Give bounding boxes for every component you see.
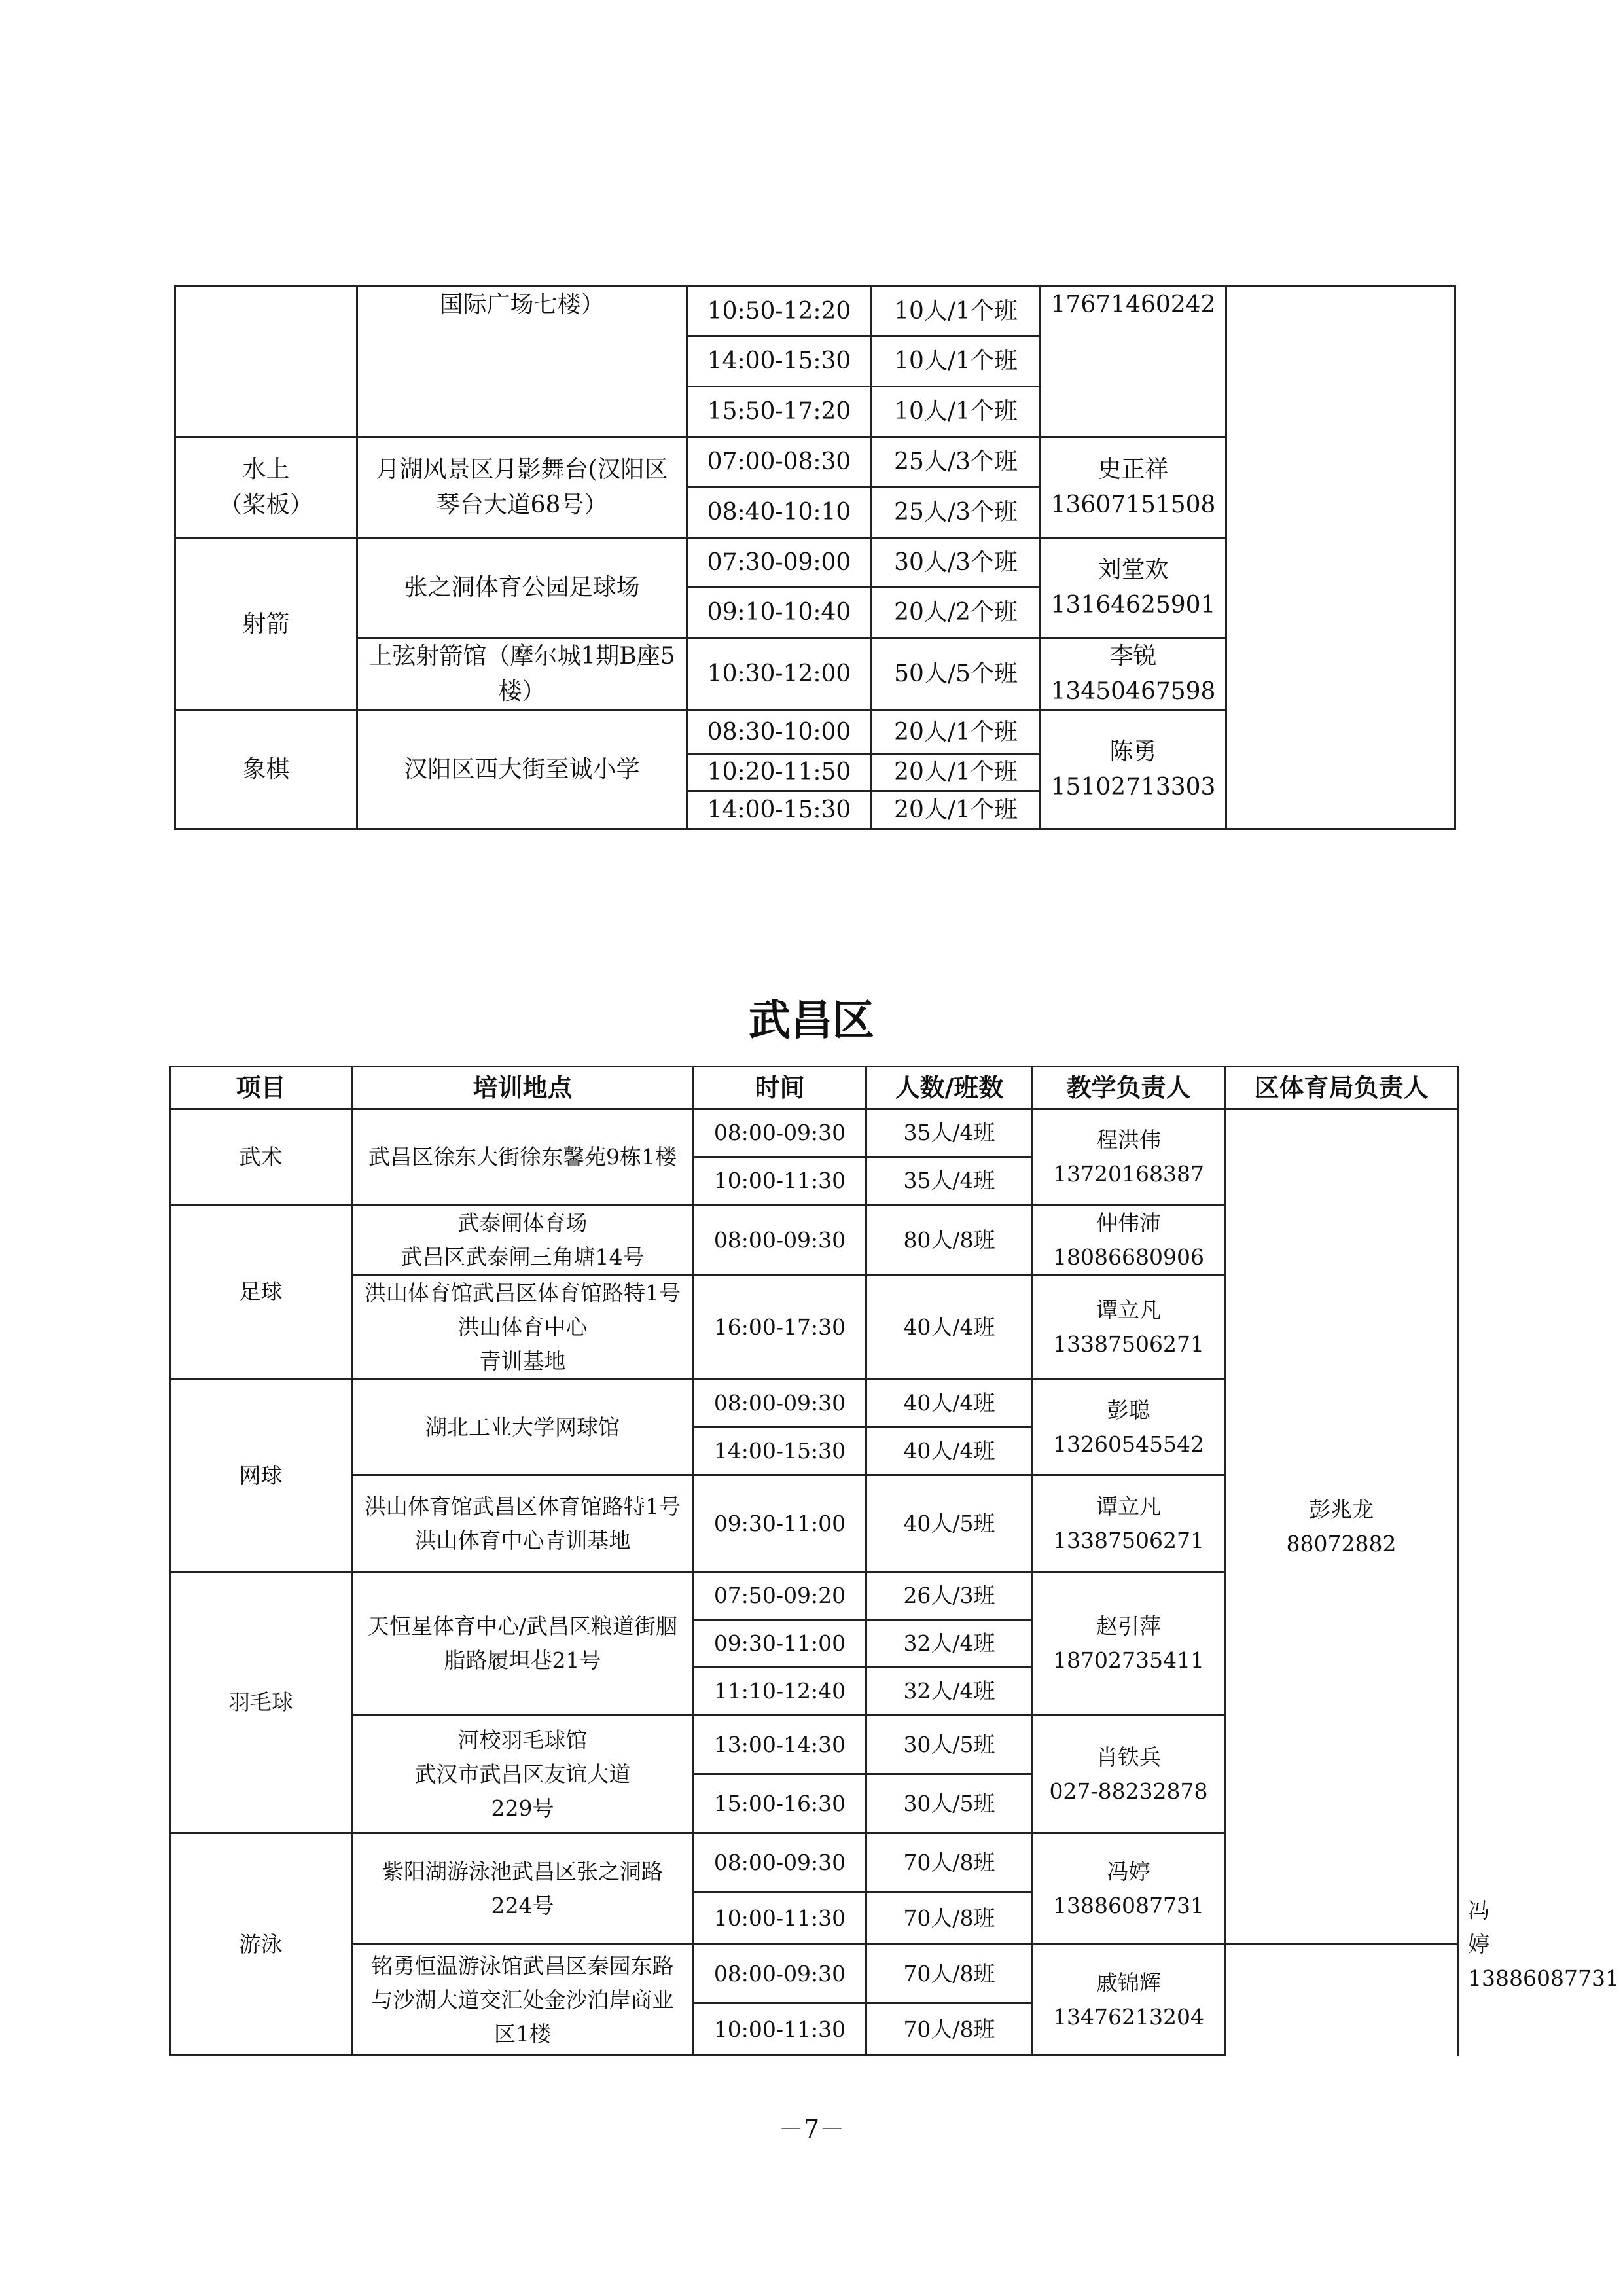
time-cell: 07:00-08:30 [687,437,872,488]
count-cell: 25人/3个班 [872,437,1041,488]
time-cell: 07:30-09:00 [687,538,872,588]
time-cell: 10:00-11:30 [694,2003,866,2056]
contact-cell: 李锐 13450467598 [1041,638,1226,711]
time-cell: 11:10-12:40 [694,1668,866,1715]
location-cell: 月湖风景区月影舞台(汉阳区琴台大道68号） [357,437,687,538]
count-cell: 32人/4班 [866,1668,1033,1715]
count-cell: 70人/8班 [866,1892,1033,1945]
count-cell: 40人/5班 [866,1475,1033,1572]
location-cell: 洪山体育馆武昌区体育馆路特1号洪山体育中心青训基地 [352,1475,694,1572]
time-cell: 14:00-15:30 [694,1427,866,1475]
count-cell: 20人/1个班 [872,711,1041,754]
count-cell: 35人/4班 [866,1157,1033,1205]
count-cell: 25人/3个班 [872,488,1041,538]
time-cell: 08:00-09:30 [694,1205,866,1276]
time-cell: 09:30-11:00 [694,1620,866,1668]
time-cell: 08:00-09:30 [694,1833,866,1892]
wuchang-table: 项目 培训地点 时间 人数/班数 教学负责人 区体育局负责人 武术 武昌区徐东大街徐东馨苑9栋1楼 08:00-09:30 35人/4班 程洪伟 13720168387 彭兆龙 88072882 10:00-11:30 35人/4班 足球 武泰闸体育场 武昌区武泰闸三角塘14号 08:00-09:30 80人/8班 仲伟沛 18086680906 洪山体育馆武昌区体育馆路特1号洪山体育中心 青训基地 16:00-17:30 40人/4班 谭立凡 13387506271 网球 湖北工业大学网球馆 08:00-09:30 40人/4班 彭聪 13260545542 14:00-15:30 40人/4班 洪山体育馆武昌区体育馆路特1号洪山体育中心青训基地 09:30-11:00 40人/5班 谭立凡 13387506271 羽毛球 天恒星体育中心/武昌区粮道街胭脂路履坦巷21号 07:50-09:20 26人/3班 赵引萍 18702735411 09:30-11:00 32人/4班 11:10-12:40 32人/4班 河校羽毛球馆 武汉市武昌区友谊大道 229号 13:00-14:30 30人/5班 肖铁兵 027-88232878 15:00-16:30 30人/5班 游泳 紫阳湖游泳池武昌区张之洞路224号 08:00-09:30 70人/8班 冯婷 13886087731 冯婷 13886087731 10:00-11:30 70人/8班 铭勇恒温游泳馆武昌区秦园东路与沙湖大道交汇处金沙泊岸商业区1楼 08:00-09:30 70人/8班 戚锦辉 13476213204 10:00-11:30 70人/8班 [169,1066,1459,2056]
bureau-contact-cell-empty [1226,287,1455,829]
time-cell: 09:30-11:00 [694,1475,866,1572]
time-cell: 08:00-09:30 [694,1109,866,1157]
header-location: 培训地点 [352,1067,694,1109]
contact-cell: 程洪伟 13720168387 [1033,1109,1225,1205]
contact-cell: 谭立凡 13387506271 [1033,1276,1225,1380]
location-cell: 紫阳湖游泳池武昌区张之洞路224号 [352,1833,694,1945]
location-cell: 洪山体育馆武昌区体育馆路特1号洪山体育中心 青训基地 [352,1276,694,1380]
time-cell: 10:20-11:50 [687,754,872,791]
project-cell-empty [175,287,357,437]
time-cell: 07:50-09:20 [694,1572,866,1620]
time-cell: 08:00-09:30 [694,1945,866,2003]
count-cell: 70人/8班 [866,1945,1033,2003]
location-cell: 武昌区徐东大街徐东馨苑9栋1楼 [352,1109,694,1205]
count-cell: 50人/5个班 [872,638,1041,711]
time-cell: 10:30-12:00 [687,638,872,711]
section-title-wuchang: 武昌区 [749,997,874,1045]
project-cell: 网球 [170,1380,352,1572]
count-cell: 32人/4班 [866,1620,1033,1668]
count-cell: 10人/1个班 [872,287,1041,336]
contact-cell: 戚锦辉 13476213204 [1033,1945,1225,2056]
location-cell: 湖北工业大学网球馆 [352,1380,694,1475]
count-cell: 35人/4班 [866,1109,1033,1157]
header-project: 项目 [170,1067,352,1109]
location-cell: 河校羽毛球馆 武汉市武昌区友谊大道 229号 [352,1715,694,1833]
header-time: 时间 [694,1067,866,1109]
location-cell: 上弦射箭馆（摩尔城1期B座5楼） [357,638,687,711]
time-cell: 16:00-17:30 [694,1276,866,1380]
project-cell: 武术 [170,1109,352,1205]
contact-cell: 冯婷 13886087731 [1033,1833,1225,1945]
count-cell: 40人/4班 [866,1427,1033,1475]
time-cell: 15:00-16:30 [694,1774,866,1833]
count-cell: 30人/3个班 [872,538,1041,588]
contact-cell: 史正祥 13607151508 [1041,437,1226,538]
hanyang-table-continued [174,285,1456,830]
contact-cell: 彭聪 13260545542 [1033,1380,1225,1475]
count-cell: 40人/4班 [866,1276,1033,1380]
time-cell: 10:00-11:30 [694,1157,866,1205]
contact-cell: 陈勇 15102713303 [1041,711,1226,829]
time-cell: 14:00-15:30 [687,791,872,829]
project-cell: 象棋 [175,711,357,829]
time-cell: 10:00-11:30 [694,1892,866,1945]
header-teacher: 教学负责人 [1033,1067,1225,1109]
contact-cell: 刘堂欢 13164625901 [1041,538,1226,638]
count-cell: 80人/8班 [866,1205,1033,1276]
contact-cell: 谭立凡 13387506271 [1033,1475,1225,1572]
time-cell: 08:40-10:10 [687,488,872,538]
count-cell: 20人/1个班 [872,791,1041,829]
header-bureau: 区体育局负责人 [1225,1067,1458,1109]
location-cell: 武泰闸体育场 武昌区武泰闸三角塘14号 [352,1205,694,1276]
project-cell: 游泳 [170,1833,352,2056]
count-cell: 10人/1个班 [872,336,1041,387]
location-cell: 国际广场七楼） [357,287,687,437]
time-cell: 14:00-15:30 [687,336,872,387]
time-cell: 08:00-09:30 [694,1380,866,1427]
location-cell: 天恒星体育中心/武昌区粮道街胭脂路履坦巷21号 [352,1572,694,1715]
contact-cell: 肖铁兵 027-88232878 [1033,1715,1225,1833]
project-cell: 足球 [170,1205,352,1380]
time-cell: 08:30-10:00 [687,711,872,754]
project-cell: 水上 （桨板） [175,437,357,538]
time-cell: 15:50-17:20 [687,387,872,437]
contact-cell: 仲伟沛 18086680906 [1033,1205,1225,1276]
contact-cell: 赵引萍 18702735411 [1033,1572,1225,1715]
time-cell: 13:00-14:30 [694,1715,866,1774]
count-cell: 20人/2个班 [872,588,1041,638]
header-count: 人数/班数 [866,1067,1033,1109]
location-cell: 铭勇恒温游泳馆武昌区秦园东路与沙湖大道交汇处金沙泊岸商业区1楼 [352,1945,694,2056]
time-cell: 10:50-12:20 [687,287,872,336]
count-cell: 70人/8班 [866,1833,1033,1892]
count-cell: 20人/1个班 [872,754,1041,791]
count-cell: 30人/5班 [866,1774,1033,1833]
page-number: －7－ [778,2115,845,2144]
count-cell: 40人/4班 [866,1380,1033,1427]
count-cell: 70人/8班 [866,2003,1033,2056]
bureau-contact-cell: 彭兆龙 88072882 [1225,1109,1458,1945]
time-cell: 09:10-10:40 [687,588,872,638]
contact-cell: 17671460242 [1041,287,1226,437]
count-cell: 26人/3班 [866,1572,1033,1620]
location-cell: 张之洞体育公园足球场 [357,538,687,638]
project-cell: 羽毛球 [170,1572,352,1833]
project-cell: 射箭 [175,538,357,711]
count-cell: 30人/5班 [866,1715,1033,1774]
header-row [170,1067,1458,1109]
location-cell: 汉阳区西大街至诚小学 [357,711,687,829]
count-cell: 10人/1个班 [872,387,1041,437]
